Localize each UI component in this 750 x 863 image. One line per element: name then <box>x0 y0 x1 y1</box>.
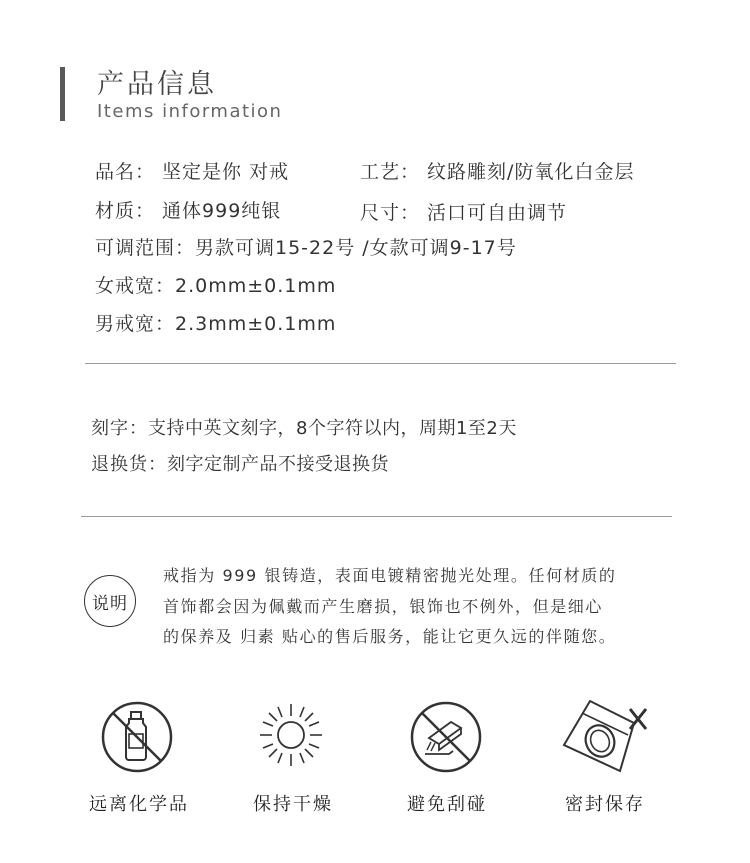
return-info <box>91 450 389 476</box>
spec-craft: 工艺： 纹路雕刻/防氧化白金层 <box>360 161 635 183</box>
engrave-text: 支持中英文刻字，8个字符以内，周期1至2天 <box>148 418 517 439</box>
no-scratch-icon <box>407 698 485 776</box>
divider-1 <box>85 363 676 364</box>
note-line-2: 首饰都会因为佩戴而产生磨损，银饰也不例外，但是细心 <box>163 597 604 616</box>
spec-adjust-range: 可调范围：男款可调15-22号 /女款可调9-17号 <box>95 237 517 259</box>
note-line-3: 的保养及 归素 贴心的售后服务，能让它更久远的伴随您。 <box>163 627 617 646</box>
title-accent-bar <box>60 67 65 121</box>
spec-female-width: 女戒宽：2.0mm±0.1mm <box>95 275 337 297</box>
spec-material: 材质： 通体999纯银 <box>95 200 282 222</box>
no-chemicals-icon <box>98 698 176 776</box>
return-text: 刻字定制产品不接受退换货 <box>167 454 389 475</box>
note-badge: 说明 <box>84 575 136 627</box>
page-title: 产品信息 <box>97 69 217 100</box>
spec-name: 品名： 坚定是你 对戒 <box>95 161 290 183</box>
page-subtitle: Items information <box>97 101 283 122</box>
divider-2 <box>81 516 672 517</box>
spec-male-width: 男戒宽：2.3mm±0.1mm <box>95 313 337 335</box>
care-caption-scratch: 避免刮碰 <box>407 794 487 815</box>
engrave-label: 刻字： <box>91 418 148 439</box>
sun-icon <box>256 700 326 770</box>
note-line-1: 戒指为 999 银铸造，表面电镀精密抛光处理。任何材质的 <box>163 566 617 585</box>
care-caption-chemicals: 远离化学品 <box>89 794 189 815</box>
care-caption-dry: 保持干燥 <box>253 794 333 815</box>
engrave-info <box>91 414 517 440</box>
return-label: 退换货： <box>91 454 167 475</box>
care-caption-sealed: 密封保存 <box>565 794 645 815</box>
sealed-storage-icon <box>558 695 652 779</box>
spec-size: 尺寸： 活口可自由调节 <box>360 202 568 224</box>
